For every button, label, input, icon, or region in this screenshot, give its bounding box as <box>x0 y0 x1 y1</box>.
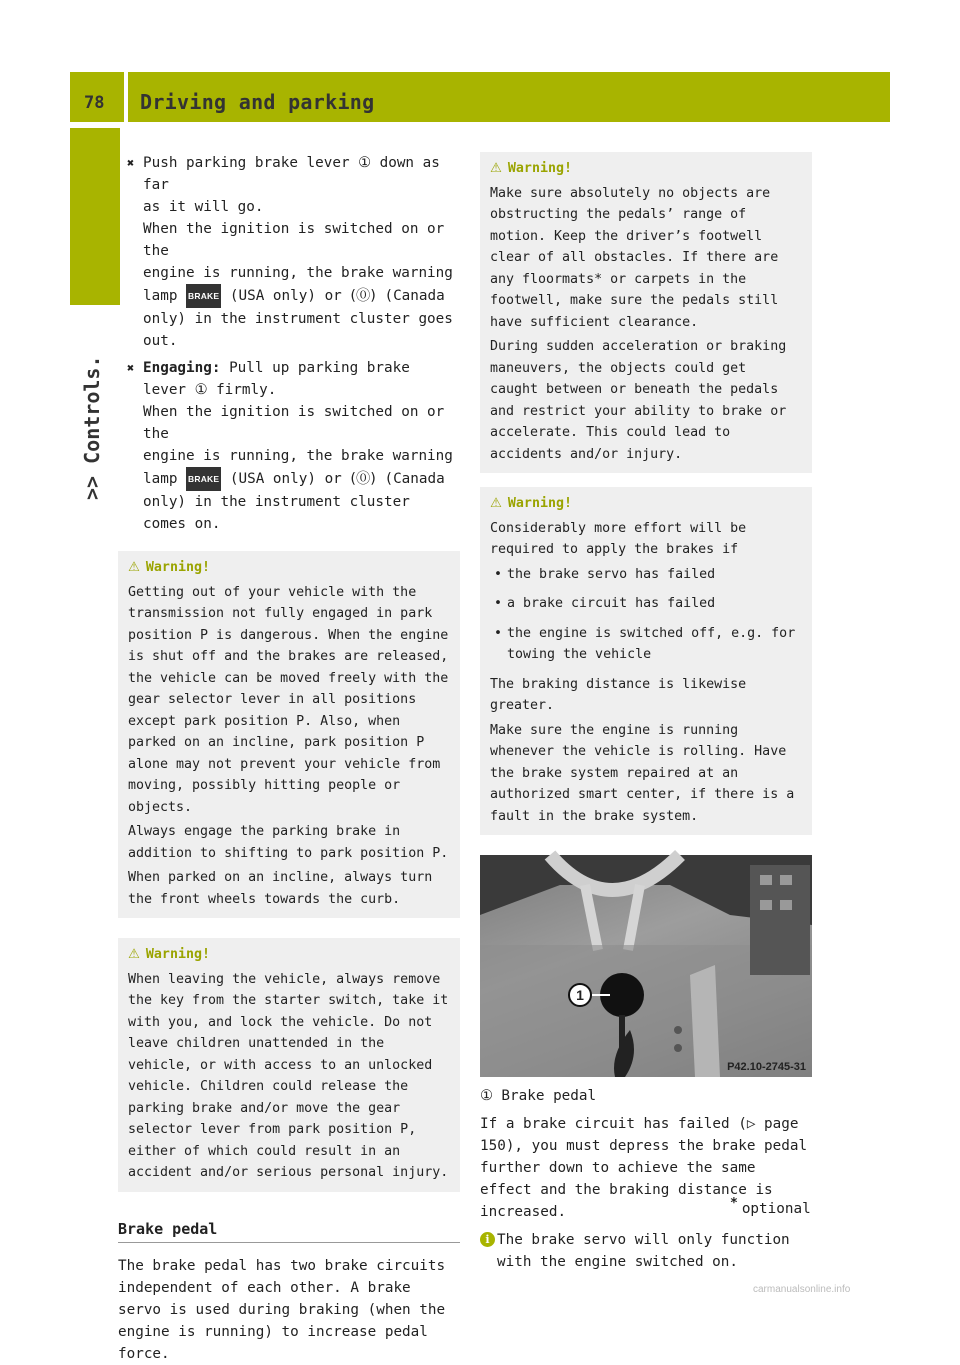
warning-box: ⚠ Warning! When leaving the vehicle, always remove the key from the starter switch, take it with you, and lock the vehicle. Do not leave children unattended in the vehicle, or with access to an unlocked vehicle. Children could release the parking brake and/or move the gear selector lever from park position P, either of which could result in an accident and/or serious personal injury. <box>118 938 460 1192</box>
list-item: • a brake circuit has failed <box>490 593 802 615</box>
warning-text: Considerably more effort will be required to apply the brakes if <box>490 520 747 557</box>
warning-text: The braking distance is likewise greater. <box>490 676 747 713</box>
body-text: The brake pedal has two brake circuits independent of each other. A brake servo is used during braking (when the engine is running) to increase pedal force. <box>118 1257 446 1362</box>
warning-triangle-icon: ⚠ <box>128 560 140 575</box>
page-number: 78 <box>84 93 105 113</box>
list-item: • the engine is switched off, e.g. for towing the vehicle <box>490 623 802 666</box>
canada-brake-lamp-icon: (⓪) <box>350 471 376 487</box>
watermark: carmanualsonline.info <box>753 1284 851 1295</box>
warning-box: ⚠ Warning! Considerably more effort will be required to apply the brakes if • the brake servo has failed • a brake circuit has failed • the engine is switched off, e.g. for towing the vehicle The braking distance is likewise greater. Make sure the engine is running whenever the vehicle is rolling. Have the brake system repaired at an authorized smart center, if there is a fault in the brake system. <box>480 487 812 835</box>
warning-box: ⚠ Warning! Getting out of your vehicle with the transmission not fully engaged in park position P is dangerous. When the engine is shut off and the brakes are released, the vehicle can be moved freely with the gear selector lever in all positions except park position P. Also, when parked on an incline, park position P alone may not prevent your vehicle from moving, possibly hitting people or objects. Always engage the parking brake in addition to shifting to park position P. When parked on an incline, always turn the front wheels towards the curb. <box>118 551 460 918</box>
warning-text: During sudden acceleration or braking maneuvers, the objects could get caught between or beneath the pedals and restrict your ability to brake or accelerate. This could lead to accidents and/or injury. <box>490 339 787 462</box>
warning-list <box>490 564 802 666</box>
warning-box: ⚠ Warning! Make sure absolutely no objects are obstructing the pedals’ range of motion. Keep the driver’s footwell clear of all obstacles. If there are any floormats* or carpets in the footwell, make sure the pedals still have sufficient clearance. During sudden acceleration or braking maneuvers, the objects could get caught between or beneath the pedals and restrict your ability to brake or accelerate. This could lead to accidents and/or injury. <box>480 152 812 473</box>
callout-marker: 1 <box>568 983 592 1007</box>
brake-lamp-icon: BRAKE <box>186 284 221 308</box>
warning-triangle-icon: ⚠ <box>128 947 140 962</box>
body-text: If a brake circuit has failed (▷ page 150), you must depress the brake pedal further down to achieve the same effect and the braking distance is increased. <box>480 1116 808 1220</box>
left-column <box>118 152 460 1365</box>
list-item: • the brake servo has failed <box>490 564 802 586</box>
brake-lamp-icon: BRAKE <box>186 467 221 491</box>
warning-text: Getting out of your vehicle with the transmission not fully engaged in park position P is dangerous. When the engine is shut off and the brakes are released, the vehicle can be moved freely with the gear selector lever in all positions except park position P. Also, when parked on an incline, park position P alone may not prevent your vehicle from moving, possibly hitting people or objects. <box>128 584 449 815</box>
side-tab <box>70 128 120 305</box>
figure-legend: ① Brake pedal <box>480 1088 597 1104</box>
brake-pedal-photo <box>480 855 812 1077</box>
info-note: i The brake servo will only function with the engine switched on. <box>480 1229 812 1273</box>
warning-triangle-icon: ⚠ <box>490 161 502 176</box>
step-arrow-icon: ✖ <box>127 361 135 375</box>
step-arrow-icon: ✖ <box>127 156 135 170</box>
canada-brake-lamp-icon: (⓪) <box>350 288 376 304</box>
header-separator <box>124 72 128 122</box>
warning-triangle-icon: ⚠ <box>490 496 502 511</box>
right-column <box>480 152 812 1273</box>
section-label: >> Controls. <box>80 355 104 500</box>
footnote: * optional <box>730 1196 811 1217</box>
figure-id: P42.10-2745-31 <box>727 1061 806 1073</box>
instruction-step: ✖ Engaging: Pull up parking brake lever ① firmly. When the ignition is switched on or the engine is running, the brake warning lamp BRAKE (USA only) or (⓪) (Canada only) in the instrument cluster comes on. <box>118 357 460 535</box>
warning-text: When parked on an incline, always turn the front wheels towards the curb. <box>128 870 433 907</box>
warning-text: Make sure absolutely no objects are obstructing the pedals’ range of motion. Keep the driver’s footwell clear of all obstacles. If there are any floormats* or carpets in the footwell, make sure the pedals still have sufficient clearance. <box>490 185 779 330</box>
info-icon: i <box>480 1232 495 1247</box>
instruction-step: ✖ Push parking brake lever ① down as far as it will go. When the ignition is switched on or the engine is running, the brake warning lamp BRAKE (USA only) or (⓪) (Canada only) in the instrument cluster goes out. <box>118 152 460 352</box>
section-heading: Brake pedal <box>118 1218 460 1243</box>
chapter-title: Driving and parking <box>140 90 375 114</box>
warning-text: When leaving the vehicle, always remove the key from the starter switch, take it with you, and lock the vehicle. Do not leave children unattended in the vehicle, or with access to an unlocked vehicle. Children could release the parking brake and/or move the gear selector lever from park position P, either of which could result in an accident and/or serious personal injury. <box>128 971 449 1180</box>
warning-text: Always engage the parking brake in addition to shifting to park position P. <box>128 824 449 861</box>
warning-text: Make sure the engine is running whenever the vehicle is rolling. Have the brake system repaired at an authorized smart center, if there is a fault in the brake system. <box>490 722 795 824</box>
